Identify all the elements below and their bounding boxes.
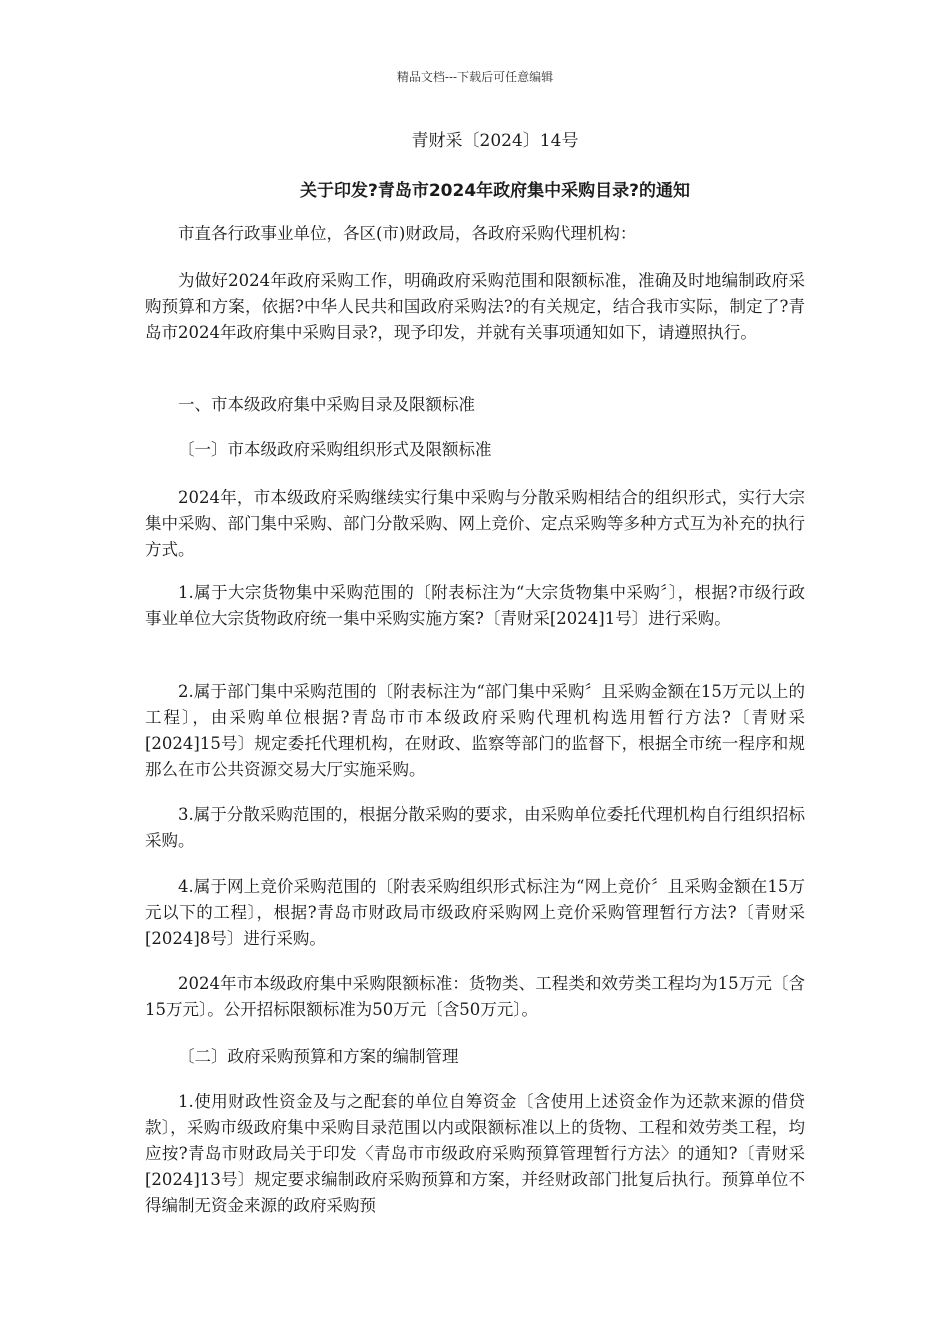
document-number: 青财采〔2024〕14号 — [411, 131, 579, 151]
paragraph-item-4: 4.属于网上竞价采购范围的〔附表采购组织形式标注为“网上竞价〞且采购金额在15万元以下的工程〕，根据?青岛市财政局市级政府采购网上竞价采购管理暂行方法?〔青财采[2024]8号〕进行采购。 — [145, 877, 805, 948]
paragraph-intro: 为做好2024年政府采购工作，明确政府采购范围和限额标准，准确及时地编制政府采购预算和方案，依据?中华人民共和国政府采购法?的有关规定，结合我市实际，制定了?青岛市2024年政府集中采购目录?，现予印发，并就有关事项通知如下，请遵照执行。 — [145, 271, 805, 342]
subsection-heading-2: 〔二〕政府采购预算和方案的编制管理 — [178, 1047, 459, 1066]
paragraph-organization: 2024年，市本级政府采购继续实行集中采购与分散采购相结合的组织形式，实行大宗集中采购、部门集中采购、部门分散采购、网上竞价、定点采购等多种方式互为补充的执行方式。 — [145, 488, 805, 559]
paragraph-item-3: 3.属于分散采购范围的，根据分散采购的要求，由采购单位委托代理机构自行组织招标采购。 — [145, 805, 805, 850]
paragraph-limits: 2024年市本级政府集中采购限额标准：货物类、工程类和效劳类工程均为15万元〔含15万元〕。公开招标限额标准为50万元〔含50万元〕。 — [145, 974, 805, 1019]
paragraph-item-1: 1.属于大宗货物集中采购范围的〔附表标注为“大宗货物集中采购〞〕，根据?市级行政事业单位大宗货物政府统一集中采购实施方案?〔青财采[2024]1号〕进行采购。 — [145, 583, 805, 628]
paragraph-salutation: 市直各行政事业单位，各区(市)财政局，各政府采购代理机构： — [178, 224, 637, 243]
document-title: 关于印发?青岛市2024年政府集中采购目录?的通知 — [299, 181, 691, 201]
paragraph-item-2: 2.属于部门集中采购范围的〔附表标注为“部门集中采购〞且采购金额在15万元以上的工程〕，由采购单位根据?青岛市市本级政府采购代理机构选用暂行方法?〔青财采[2024]15号〕规定委托代理机构，在财政、监察等部门的监督下，根据全市统一程序和规那么在市公共资源交易大厅实施采购。 — [145, 682, 805, 779]
subsection-heading-1: 〔一〕市本级政府采购组织形式及限额标准 — [178, 440, 492, 459]
header-note: 精品文档---下载后可任意编辑 — [396, 70, 554, 84]
section-heading-1: 一、市本级政府集中采购目录及限额标准 — [178, 395, 475, 414]
paragraph-budget: 1.使用财政性资金及与之配套的单位自筹资金〔含使用上述资金作为还款来源的借贷款〕，采购市级政府集中采购目录范围以内或限额标准以上的货物、工程和效劳类工程，均应按?青岛市财政局关于印发〈青岛市市级政府采购预算管理暂行方法〉的通知?〔青财采[2024]13号〕规定要求编制政府采购预算和方案，并经财政部门批复后执行。预算单位不得编制无资金来源的政府采购预 — [145, 1092, 805, 1215]
